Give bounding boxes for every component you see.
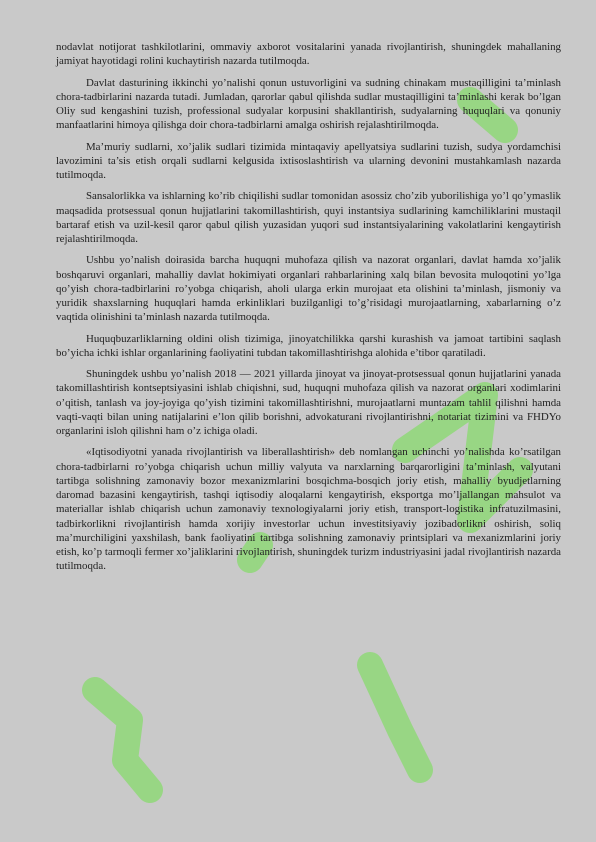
paragraph: Sansalorlikka va ishlarning ko’rib chiqilishi sudlar tomonidan asossiz cho’zib yuborilishiga yo’l qo’ymaslik maqsadida protsessual qonun hujjatlarini takomillashtirish, quyi instantsiya sudlarining kamchiliklarini mustaqil bartaraf etish va uzil-kesil qaror qabul qilish yuzasidan yuqori sud instantsiyalarining vakolatlarini kengaytirish rejalashtirilmoqda. [56, 190, 561, 245]
paragraph: Shuningdek ushbu yo’nalish 2018 — 2021 yillarda jinoyat va jinoyat-protsessual qonun hujjatlarini yanada takomillashtirish kontseptsiyasini ishlab chiqishni, sud, huquqni muhofaza qilish va nazorat organlari xodimlarini o’qitish, tanlash va joy-joyiga qo’yish tizimini takomillashtirishni, murojaatlarni muntazam tahlil qilishni hamda vaqti-vaqti bilan uning natijalarini e’lon qilib borishni, advokaturani rivojlantirishni, notariat tizimini va FHDYo organlarini isloh qilishni ham o’z ichiga oladi. [56, 368, 561, 437]
paragraph: «Iqtisodiyotni yanada rivojlantirish va liberallashtirish» deb nomlangan uchinchi yo’nalishda ko’rsatilgan chora-tadbirlarni ro’yobga chiqarish uchun milliy valyuta va narxlarning barqarorligini ta’minlash, valyutani tartibga solishning zamonaviy bozor mexanizmlarini bosqichma-bosqich joriy etish, mahalliy byudjetlarning daromad bazasini kengaytirish, tashqi iqtisodiy aloqalarni kengaytirish, eksportga mo’ljallangan mahsulot va materiallar ishlab chiqarish uchun zamonaviy texnologiyalarni joriy etish, transport-logistika infratuzilmasini, tadbirkorlikni rivojlantirish hamda xorijiy investorlar uchun investitsiyaviy jozibadorlikni oshirish, soliq ma’murchiligini yaxshilash, bank faoliyatini tartibga solishning zamonaviy printsiplari va mexanizmlarini joriy etish, ko’p tarmoqli fermer xo’jaliklarini rivojlantirish, shuningdek turizm industriyasini jadal rivojlantirish nazarda tutilmoqda. [56, 446, 561, 573]
paragraph: Ma’muriy sudlarni, xo’jalik sudlari tizimida mintaqaviy apellyatsiya sudlarini tuzish, sudya yordamchisi lavozimini ta’sis etish orqali sudlarni kelgusida ixtisoslashtirish va ularning devonini mustahkamlash nazarda tutilmoqda. [56, 140, 561, 181]
paragraph: Ushbu yo’nalish doirasida barcha huquqni muhofaza qilish va nazorat organlari, davlat hamda xo’jalik boshqaruvi organlari, mahalliy davlat hokimiyati organlari rahbarlarining xalq bilan bevosita muloqotini yo’lga qo’yish chora-tadbirlarini ro’yobga chiqarish, aholi ularga erkin murojaat eta olishini ta’minlash, jismoniy va yuridik shaxslarning huquqlari hamda erkinliklari buzilganligi to’g’risidagi murojaatlarning, xabarlarning o’z vaqtida olinishini ta’minlash nazarda tutilmoqda. [56, 254, 561, 324]
paragraph: nodavlat notijorat tashkilotlarini, ommaviy axborot vositalarini yanada rivojlantirish, shuningdek mahallaning jamiyat hayotidagi rolini kuchaytirish nazarda tutilmoqda. [56, 41, 561, 68]
paragraph: Davlat dasturining ikkinchi yo’nalishi qonun ustuvorligini va sudning chinakam mustaqilligini ta’minlash chora-tadbirlarini nazarda tutadi. Jumladan, qarorlar qabul qilishda sudlar mustaqilligini ta’minlashi kerak bo’lgan Oliy sud kengashini tuzish, professional sudyalar korpusini shakllantirish, sudyalarning huquqlari va qonuniy manfaatlarini himoya qilishga doir chora-tadbirlarni amalga oshirish rejalashtirilmoqda. [56, 76, 561, 132]
paragraph: Huquqbuzarliklarning oldini olish tizimiga, jinoyatchilikka qarshi kurashish va jamoat tartibini saqlash bo’yicha ichki ishlar organlarining faoliyatini tubdan takomillashtirishga alohida e’tibor qaratiladi. [56, 332, 561, 359]
